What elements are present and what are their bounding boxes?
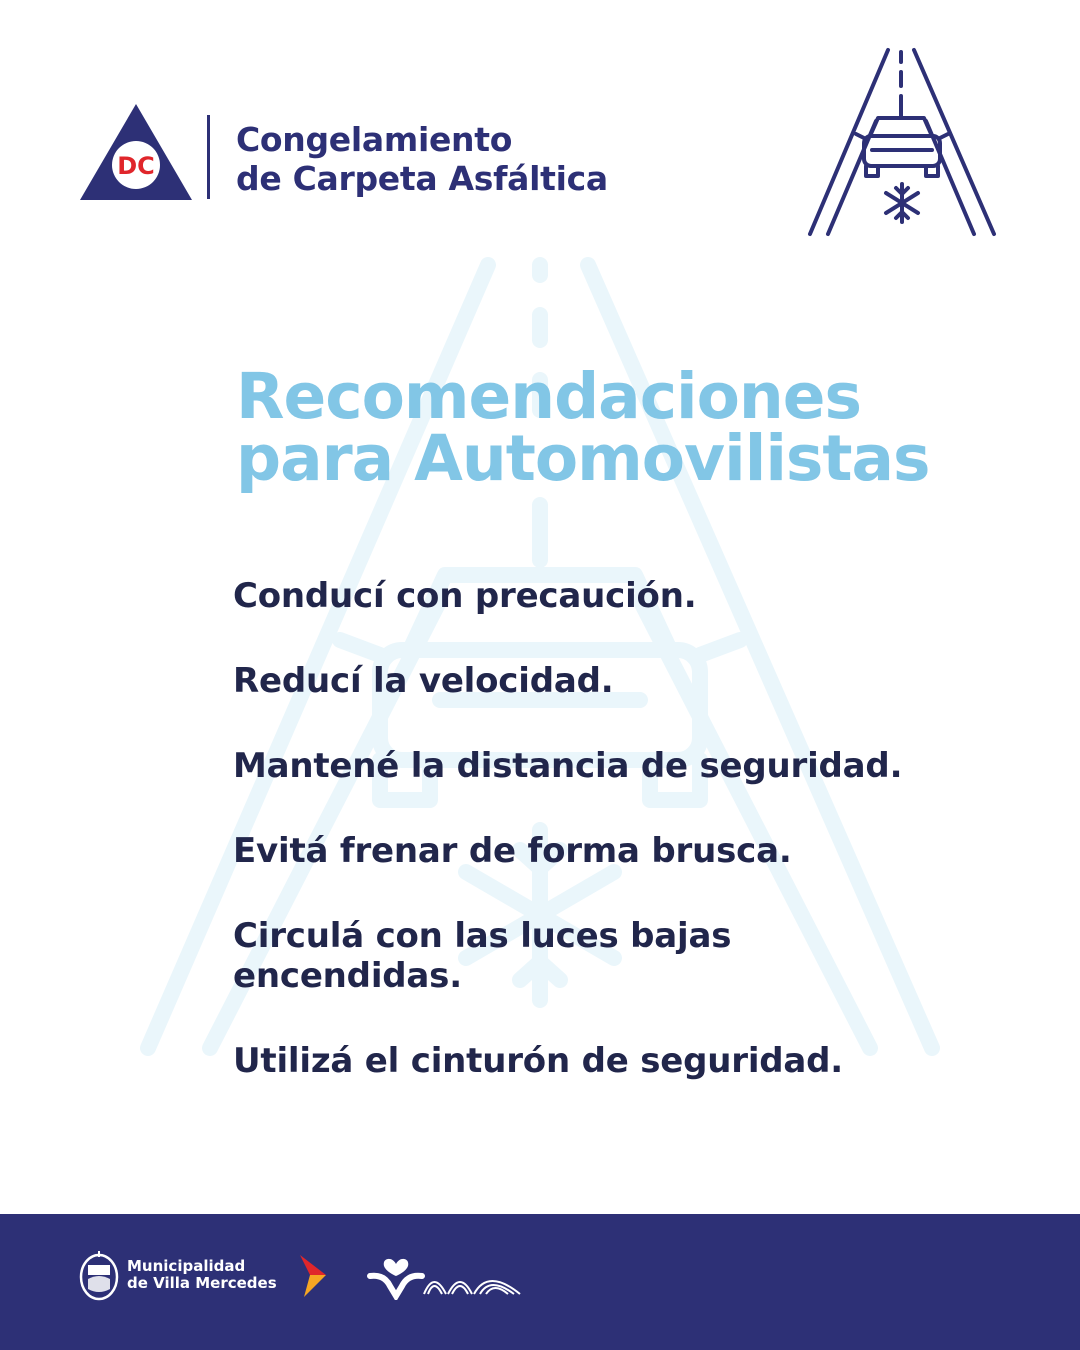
municipality-line1: Municipalidad [127, 1257, 246, 1275]
municipal-seal-icon [79, 1249, 119, 1301]
header-title-line2: de Carpeta Asfáltica [236, 159, 608, 198]
recommendation-item: Evitá frenar de forma brusca. [233, 831, 792, 871]
municipality-name [127, 1258, 277, 1292]
dc-logo-text: DC [117, 152, 155, 180]
main-heading-line1: Recomendaciones [236, 360, 861, 433]
municipality-line2: de Villa Mercedes [127, 1274, 277, 1292]
main-heading [236, 360, 930, 495]
dc-triangle-logo [78, 102, 194, 202]
recommendation-item: Utilizá el cinturón de seguridad. [233, 1041, 844, 1081]
main-heading-line2: para Automovilistas [236, 422, 930, 495]
header-divider [207, 115, 210, 199]
recommendation-item: Reducí la velocidad. [233, 661, 614, 701]
header-title-line1: Congelamiento [236, 120, 513, 159]
recommendation-item: Mantené la distancia de seguridad. [233, 746, 903, 786]
recommendation-item: Conducí con precaución. [233, 576, 697, 616]
header-title [236, 120, 608, 198]
recommendation-item: Circulá con las luces bajas encendidas. [233, 916, 732, 996]
road-car-snowflake-icon [806, 46, 998, 240]
heart-waves-logo-icon [364, 1250, 524, 1300]
orange-chevron-icon [296, 1253, 328, 1299]
recommendations-list [233, 576, 1013, 1126]
